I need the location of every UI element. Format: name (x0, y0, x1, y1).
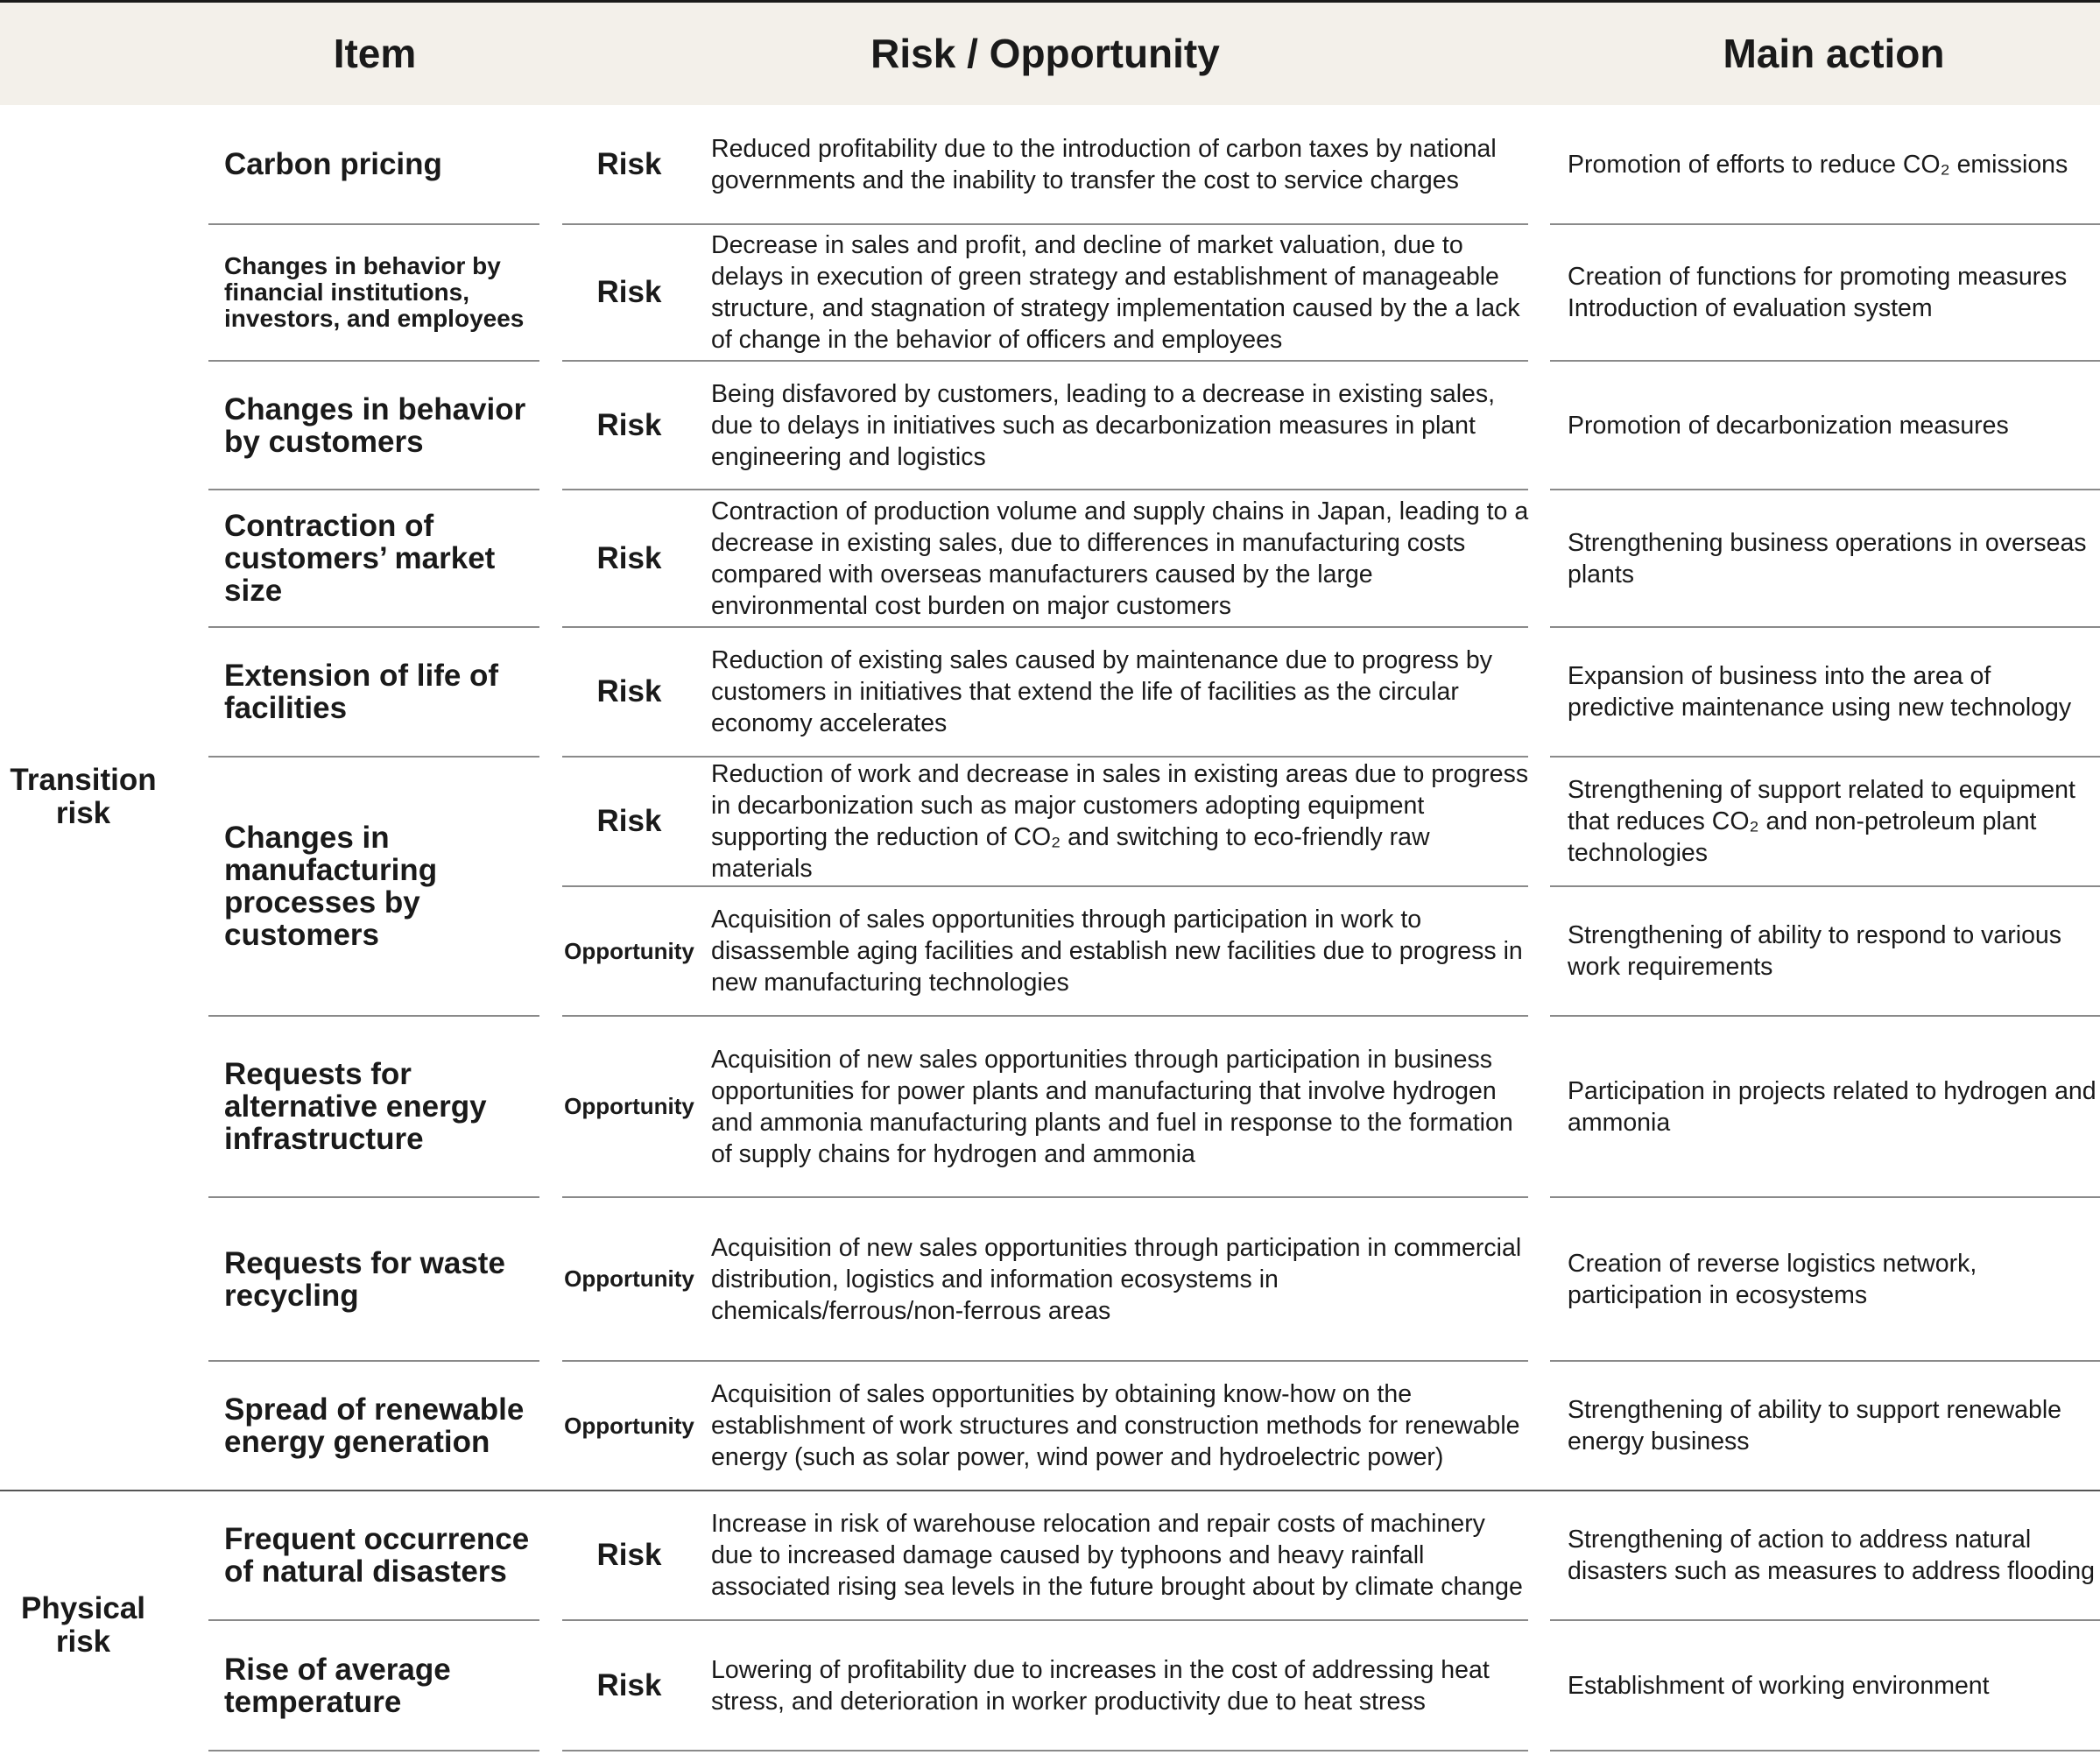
type-label: Opportunity (564, 1265, 694, 1292)
type-label: Risk (596, 674, 662, 708)
item-average-temperature: Rise of average temperature (224, 1652, 451, 1719)
main-action: Expansion of business into the area of predictive maintenance using new technology (1568, 662, 2072, 722)
type-label: Risk (596, 275, 662, 309)
type-label: Risk (596, 540, 662, 575)
main-action: Creation of functions for promoting measures Introduction of evaluation system (1568, 263, 2068, 322)
category-label-line: risk (55, 1624, 111, 1659)
item-financial-behavior: Changes in behavior by financial institutions, investors, and employees (224, 252, 525, 332)
main-action: Strengthening of action to address natural disasters such as measures to address flooding (1568, 1526, 2095, 1585)
category-transition-risk (0, 105, 166, 1489)
opportunity-description: Acquisition of new sales opportunities through participation in business opportunities for power plants and manufacturing that involve hydrogen and ammonia manufacturing plants and fuel in response to the formation of supply chains for hydrogen and ammonia (711, 1045, 1513, 1168)
risk-description: Reduced profitability due to the introduction of carbon taxes by national governments and the inability to transfer the cost to service charges (711, 134, 1497, 194)
main-action: Strengthening of ability to respond to various work requirements (1568, 921, 2062, 981)
type-label: Opportunity (564, 1093, 694, 1119)
risk-description: Being disfavored by customers, leading to a decrease in existing sales, due to delays in initiatives such as decarbonization measures in plant engineering and logistics (711, 379, 1496, 471)
header-risk-opportunity: Risk / Opportunity (870, 31, 1220, 76)
table-header (0, 3, 2100, 105)
main-action: Creation of reverse logistics network, participation in ecosystems (1568, 1249, 1977, 1309)
opportunity-description: Acquisition of new sales opportunities through participation in commercial distribution, logistics and information ecosystems in chemicals/ferrous/non-ferrous areas (711, 1233, 1522, 1325)
type-label: Risk (596, 1667, 662, 1702)
item-market-contraction: Contraction of customers’ market size (224, 509, 496, 608)
type-label: Opportunity (564, 937, 694, 964)
category-label-line: risk (55, 796, 111, 830)
item-customer-behavior: Changes in behavior by customers (224, 391, 526, 459)
header-item: Item (333, 31, 417, 76)
risk-description: Reduction of work and decrease in sales in existing areas due to progress in decarbonization such as major customers adopting equipment supporting the reduction of CO₂ and switching to eco-friendly raw materials (711, 760, 1529, 883)
item-carbon-pricing: Carbon pricing (224, 147, 442, 181)
main-action: Strengthening of support related to equipment that reduces CO₂ and non-petroleum plant technologies (1568, 776, 2075, 867)
opportunity-description: Acquisition of sales opportunities by obtaining know-how on the establishment of work structures and construction methods for renewable energy (such as solar power, wind power and hydroelectric power) (711, 1380, 1520, 1471)
item-renewable-energy: Spread of renewable energy generation (224, 1392, 525, 1459)
type-label: Risk (596, 407, 662, 442)
item-alternative-energy: Requests for alternative energy infrastructure (224, 1057, 487, 1156)
risk-description: Lowering of profitability due to increases in the cost of addressing heat stress, and deterioration in worker productivity due to heat stress (711, 1655, 1490, 1716)
risk-description: Contraction of production volume and supply chains in Japan, leading to a decrease in existing sales, due to differences in manufacturing costs compared with overseas manufacturers caused by the large environmental cost burden on major customers (711, 497, 1529, 620)
category-label-line: Physical (20, 1590, 146, 1625)
opportunity-description: Acquisition of sales opportunities through participation in work to disassemble aging facilities and establish new facilities due to progress in new manufacturing technologies (711, 906, 1523, 997)
item-waste-recycling: Requests for waste recycling (224, 1245, 505, 1313)
category-label-line: Transition (10, 763, 157, 797)
main-action: Strengthening business operations in overseas plants (1568, 528, 2087, 589)
row-divider (562, 1750, 1528, 1751)
row-divider (208, 1750, 539, 1751)
main-action: Promotion of decarbonization measures (1568, 411, 2009, 440)
type-label: Opportunity (564, 1412, 694, 1439)
header-main-action: Main action (1723, 31, 1945, 76)
risk-description: Increase in risk of warehouse relocation and repair costs of machinery due to increased damage caused by typhoons and heavy rainfall associated rising sea levels in the future brought about by climate change (711, 1510, 1523, 1601)
risk-description: Reduction of existing sales caused by maintenance due to progress by customers in initiatives that extend the life of facilities as the circular economy accelerates (711, 646, 1492, 737)
main-action: Establishment of working environment (1568, 1671, 1990, 1700)
main-action: Participation in projects related to hydrogen and ammonia (1568, 1076, 2096, 1137)
item-manufacturing-processes: Changes in manufacturing processes by customers (224, 821, 438, 952)
category-physical-risk (0, 1491, 166, 1758)
item-facility-life: Extension of life of facilities (224, 659, 499, 725)
type-label: Risk (596, 1538, 662, 1572)
main-action: Strengthening of ability to support renewable energy business (1568, 1396, 2062, 1455)
risk-description: Decrease in sales and profit, and decline of market valuation, due to delays in execution of green strategy and establishment of manageable structure, and stagnation of strategy implementation caused by the a lack of change in the behavior of officers and employees (711, 231, 1520, 354)
row-divider (1550, 1750, 2100, 1751)
main-action: Promotion of efforts to reduce CO₂ emissions (1568, 150, 2068, 179)
type-label: Risk (596, 804, 662, 838)
item-natural-disasters: Frequent occurrence of natural disasters (224, 1522, 530, 1589)
type-label: Risk (596, 146, 662, 181)
